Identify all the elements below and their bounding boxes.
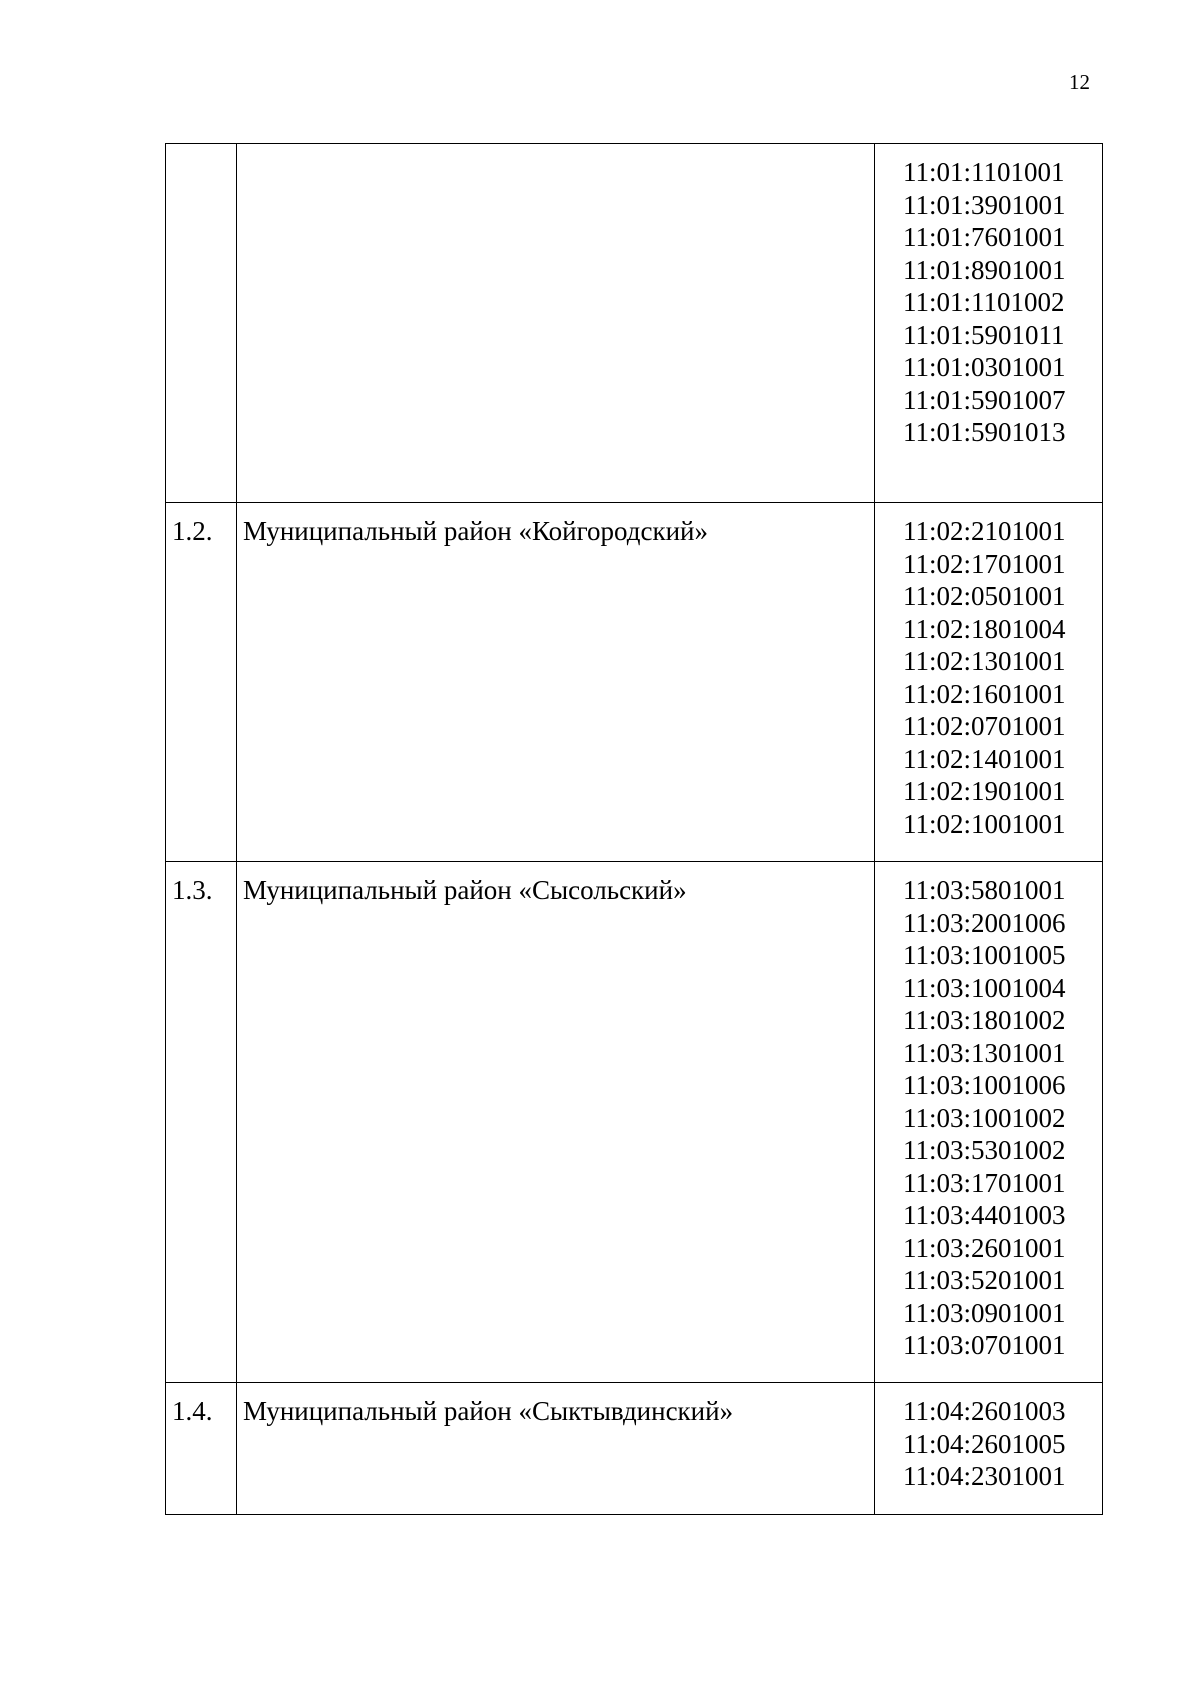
cadastral-code: 11:02:1401001 <box>903 743 1066 774</box>
district-name: Муниципальный район «Сыктывдинский» <box>237 1383 875 1515</box>
cadastral-codes-cell <box>875 862 1103 1383</box>
cadastral-code: 11:03:1801002 <box>903 1005 1066 1035</box>
cadastral-code: 11:02:1301001 <box>903 646 1066 676</box>
cadastral-code: 11:03:2001006 <box>903 907 1066 938</box>
cadastral-code: 11:03:0901001 <box>903 1297 1066 1328</box>
cadastral-code: 11:02:2101001 <box>903 516 1066 546</box>
cadastral-code: 11:01:1101001 <box>903 157 1065 187</box>
cadastral-code: 11:01:0301001 <box>903 352 1066 382</box>
cadastral-code: 11:03:1001002 <box>903 1102 1066 1133</box>
cadastral-code: 11:02:1001001 <box>903 808 1066 839</box>
cadastral-code: 11:02:0501001 <box>903 581 1066 611</box>
cadastral-code: 11:03:1001004 <box>903 972 1066 1003</box>
cadastral-code: 11:03:5801001 <box>903 875 1066 905</box>
cadastral-code: 11:01:5901013 <box>903 417 1066 447</box>
table-row <box>166 503 1103 862</box>
cadastral-code: 11:01:7601001 <box>903 222 1066 252</box>
cadastral-code: 11:04:2301001 <box>903 1461 1066 1491</box>
table-row <box>166 862 1103 1383</box>
cadastral-code: 11:03:1001006 <box>903 1070 1066 1100</box>
cadastral-code: 11:03:1301001 <box>903 1037 1066 1068</box>
cadastral-codes-cell <box>875 144 1103 503</box>
cadastral-code: 11:02:0701001 <box>903 711 1066 741</box>
row-number: 1.2. <box>166 503 237 862</box>
table-row <box>166 144 1103 503</box>
cadastral-codes-table <box>165 143 1103 1515</box>
cadastral-code: 11:01:1101002 <box>903 287 1065 317</box>
cadastral-code: 11:03:1701001 <box>903 1167 1066 1198</box>
cadastral-code: 11:03:4401003 <box>903 1200 1066 1230</box>
cadastral-code: 11:02:1701001 <box>903 548 1066 579</box>
cadastral-code: 11:03:0701001 <box>903 1330 1066 1360</box>
cadastral-code: 11:01:3901001 <box>903 189 1066 220</box>
table-row <box>166 1383 1103 1515</box>
district-name: Муниципальный район «Сысольский» <box>237 862 875 1383</box>
district-name <box>237 144 875 503</box>
cadastral-code: 11:03:1001005 <box>903 940 1066 970</box>
cadastral-code: 11:02:1601001 <box>903 678 1066 709</box>
cadastral-codes-cell <box>875 503 1103 862</box>
cadastral-code: 11:03:5201001 <box>903 1265 1066 1295</box>
cadastral-code: 11:04:2601005 <box>903 1428 1066 1459</box>
cadastral-code: 11:03:5301002 <box>903 1135 1066 1165</box>
cadastral-code: 11:01:5901011 <box>903 319 1065 350</box>
cadastral-code: 11:04:2601003 <box>903 1396 1066 1426</box>
cadastral-code: 11:03:2601001 <box>903 1232 1066 1263</box>
page-number: 12 <box>1069 70 1090 94</box>
cadastral-code: 11:02:1901001 <box>903 776 1066 806</box>
row-number: 1.3. <box>166 862 237 1383</box>
row-number: 1.4. <box>166 1383 237 1515</box>
row-number <box>166 144 237 503</box>
cadastral-code: 11:01:5901007 <box>903 384 1066 415</box>
cadastral-code: 11:02:1801004 <box>903 613 1066 644</box>
cadastral-code: 11:01:8901001 <box>903 254 1066 285</box>
cadastral-codes-cell <box>875 1383 1103 1515</box>
district-name: Муниципальный район «Койгородский» <box>237 503 875 862</box>
